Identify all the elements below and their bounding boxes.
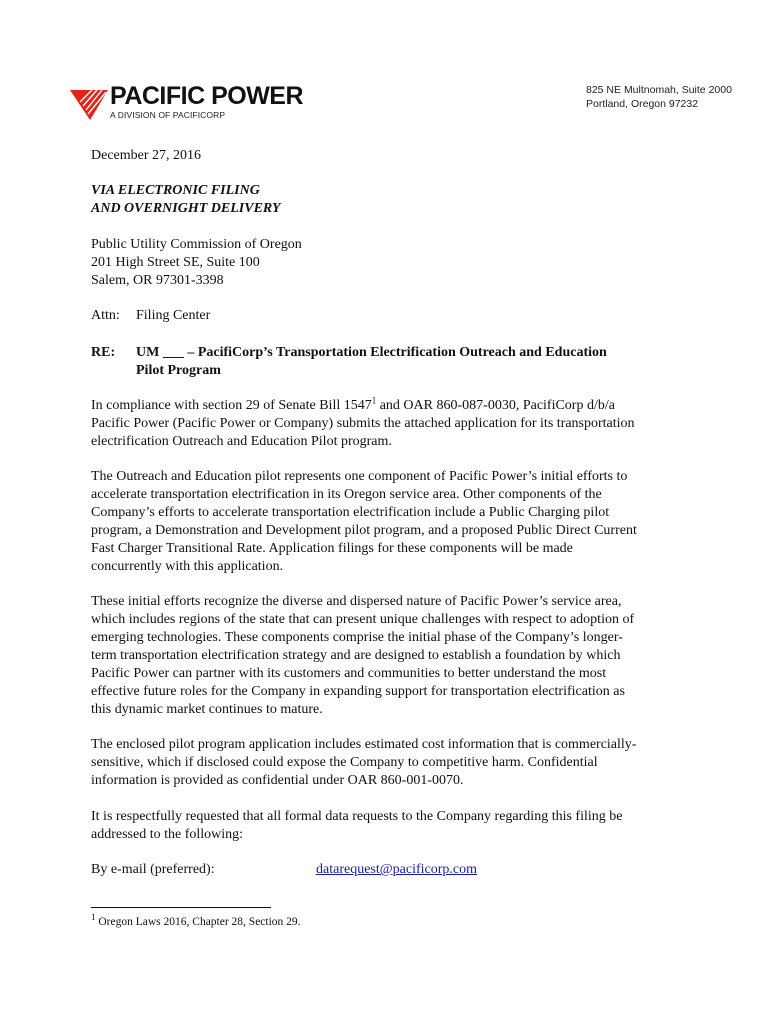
paragraph-2 [91,468,691,576]
re-subject-line: UM ___ – PacifiCorp’s Transportation Electrification Outreach and Education [136,345,607,360]
paragraph-line: effective future roles for the Company in expanding support for transportation electrification as [91,684,625,699]
paragraph-line: Company’s efforts to accelerate transportation electrification include a Public Charging pilot [91,505,610,520]
re-subject [136,344,607,380]
re-subject-line: Pilot Program [136,363,221,378]
company-logo [70,82,330,122]
footnote-number: 1 [91,912,96,923]
paragraph-line: emerging technologies. These components comprise the initial phase of the Company’s longer- [91,630,623,645]
paragraph-line: sensitive, which if disclosed could expose the Company to competitive harm. Confidential [91,755,598,770]
re-label: RE: [91,345,116,360]
paragraph-5 [91,808,691,844]
paragraph-1 [91,397,691,451]
attn-label: Attn: [91,308,120,323]
paragraph-line: program, a Demonstration and Development pilot program, and a proposed Public Direct Current [91,523,637,538]
paragraph-line: which includes regions of the state that can present unique challenges with respect to adoption of [91,612,635,627]
recipient-line: 201 High Street SE, Suite 100 [91,255,260,270]
paragraph-text: In compliance with section 29 of Senate Bill 1547 [91,398,372,413]
footnote-divider [91,907,271,908]
paragraph-text: and OAR 860-087-0030, PacifiCorp d/b/a [376,398,615,413]
paragraph-line: The enclosed pilot program application includes estimated cost information that is commercially- [91,737,637,752]
footnote-reference: 1 [371,395,377,406]
paragraph-line: addressed to the following: [91,827,244,842]
address-line: Portland, Oregon 97232 [586,98,699,110]
pacific-power-logo-icon [70,84,108,122]
attn-value: Filing Center [136,308,211,323]
delivery-line: VIA ELECTRONIC FILING [91,183,260,198]
paragraph-line: electrification Outreach and Education Pilot program. [91,434,392,449]
paragraph-line: These initial efforts recognize the diverse and dispersed nature of Pacific Power’s service area, [91,594,622,609]
paragraph-line: Pacific Power can partner with its customers and communities to better understand the most [91,666,607,681]
recipient-address [91,236,691,290]
paragraph-line: term transportation electrification strategy and are designed to establish a foundation by which [91,648,621,663]
paragraph-line: this dynamic market continues to mature. [91,702,323,717]
footnote-text: Oregon Laws 2016, Chapter 28, Section 29. [95,916,301,928]
letterhead-address [586,83,732,111]
paragraph-line [91,397,691,415]
letter-date: December 27, 2016 [91,148,202,163]
paragraph-4 [91,736,691,790]
paragraph-line: concurrently with this application. [91,559,284,574]
paragraph-line: information is provided as confidential under OAR 860-001-0070. [91,773,464,788]
email-link[interactable]: datarequest@pacificorp.com [316,862,477,877]
delivery-line: AND OVERNIGHT DELIVERY [91,201,281,216]
recipient-line: Public Utility Commission of Oregon [91,237,302,252]
recipient-line: Salem, OR 97301-3398 [91,273,224,288]
company-name: PACIFIC POWER [110,82,304,110]
delivery-method [91,182,691,218]
paragraph-line: Pacific Power (Pacific Power or Company) submits the attached application for its transportation [91,416,635,431]
email-label: By e-mail (preferred): [91,862,215,877]
paragraph-line: It is respectfully requested that all formal data requests to the Company regarding this filing be [91,809,623,824]
company-division: A DIVISION OF PACIFICORP [110,110,226,120]
footnote [91,912,301,928]
paragraph-line: The Outreach and Education pilot represents one component of Pacific Power’s initial efforts to [91,469,628,484]
paragraph-line: accelerate transportation electrification in its Oregon service area. Other components of the [91,487,602,502]
paragraph-line: Fast Charger Transitional Rate. Application filings for these components will be made [91,541,573,556]
paragraph-3 [91,593,691,719]
address-line: 825 NE Multnomah, Suite 2000 [586,84,732,96]
